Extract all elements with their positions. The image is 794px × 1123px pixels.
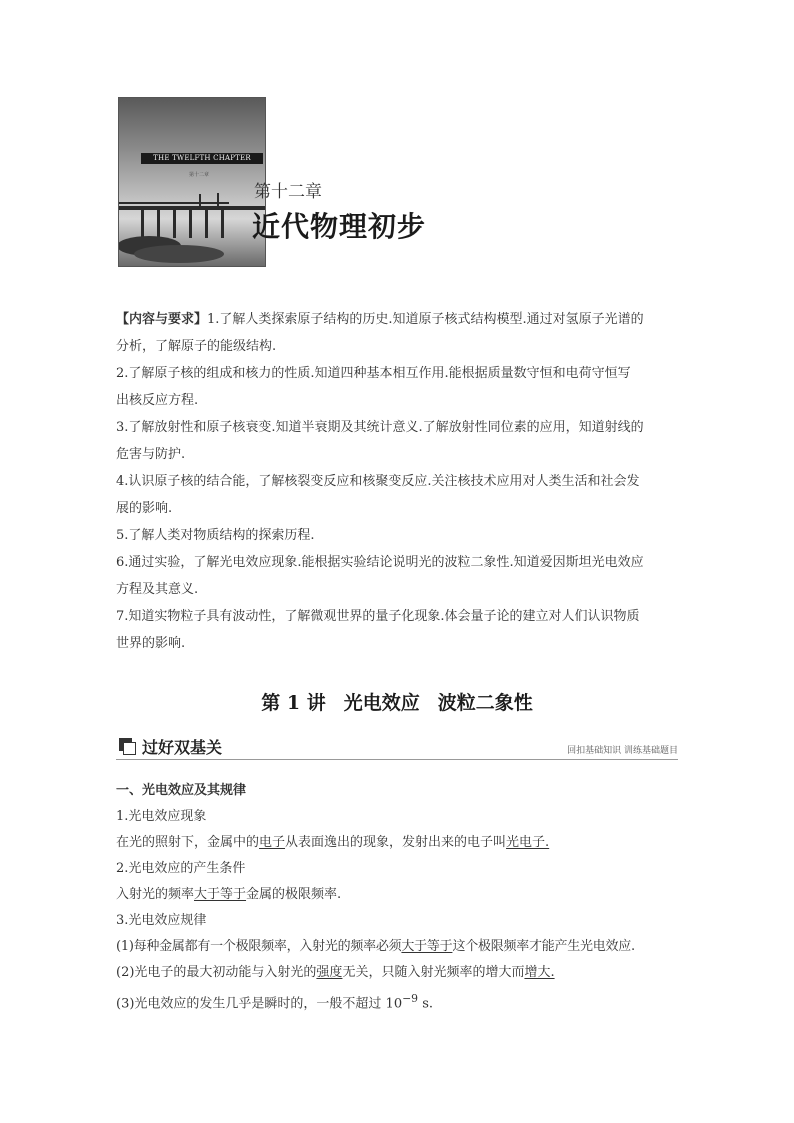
chapter-cover-image bbox=[118, 97, 266, 267]
requirement-line: 分析，了解原子的能级结构. bbox=[116, 339, 277, 354]
paragraph: (1)每种金属都有一个极限频率，入射光的频率必须大于等于这个极限频率才能产生光电效应. bbox=[116, 939, 635, 954]
chapter-number: 第十二章 bbox=[254, 182, 322, 202]
lecture-topic-2: 波粒二象性 bbox=[437, 692, 533, 714]
lecture-number: 第 1 讲 bbox=[261, 692, 326, 714]
blank-answer: 大于等于 bbox=[194, 887, 247, 902]
chapter-title: 近代物理初步 bbox=[252, 210, 427, 243]
blank-answer: 电子 bbox=[259, 835, 286, 850]
section-square-outline-icon bbox=[123, 742, 136, 755]
requirements-block bbox=[116, 306, 681, 657]
subheading: 2.光电效应的产生条件 bbox=[116, 861, 246, 876]
cover-band-text: THE TWELFTH CHAPTER bbox=[153, 154, 251, 162]
cover-small-text: 第十二章 bbox=[189, 172, 210, 178]
paragraph: (2)光电子的最大初动能与入射光的强度无关，只随入射光频率的增大而增大. bbox=[116, 965, 555, 980]
section-subtitle: 回扣基础知识 训练基础题目 bbox=[567, 746, 678, 756]
blank-answer: 光电子. bbox=[506, 835, 550, 850]
requirement-line: 6.通过实验，了解光电效应现象.能根据实验结论说明光的波粒二象性.知道爱因斯坦光电效应 bbox=[116, 555, 644, 570]
subheading: 1.光电效应现象 bbox=[116, 809, 207, 824]
lecture-title bbox=[0, 688, 794, 715]
requirement-line: 方程及其意义. bbox=[116, 582, 199, 597]
exponent: −9 bbox=[402, 992, 419, 1005]
pier-silhouette bbox=[119, 98, 266, 267]
requirement-line: 5.了解人类对物质结构的探索历程. bbox=[116, 528, 315, 543]
requirement-line: 3.了解放射性和原子核衰变.知道半衰期及其统计意义.了解放射性同位素的应用，知道射线的 bbox=[116, 420, 644, 435]
paragraph: (3)光电效应的发生几乎是瞬时的，一般不超过 $10^{-9}$ s. bbox=[116, 992, 433, 1012]
paragraph: 在光的照射下，金属中的电子从表面逸出的现象，发射出来的电子叫光电子. bbox=[116, 835, 550, 850]
requirement-line: 【内容与要求】1.了解人类探索原子结构的历史.知道原子核式结构模型.通过对氢原子光谱的 bbox=[116, 312, 644, 327]
requirements-tag: 【内容与要求】 bbox=[116, 312, 208, 327]
content-block bbox=[116, 778, 686, 1017]
blank-answer: 强度 bbox=[316, 965, 343, 980]
heading: 一、光电效应及其规律 bbox=[116, 783, 247, 798]
requirement-line: 世界的影响. bbox=[116, 636, 186, 651]
subheading: 3.光电效应规律 bbox=[116, 913, 207, 928]
lecture-topic-1: 光电效应 bbox=[343, 692, 420, 714]
requirement-line: 7.知道实物粒子具有波动性，了解微观世界的量子化现象.体会量子论的建立对人们认识物质 bbox=[116, 609, 640, 624]
requirement-line: 2.了解原子核的组成和核力的性质.知道四种基本相互作用.能根据质量数守恒和电荷守恒写 bbox=[116, 366, 631, 381]
requirement-line: 4.认识原子核的结合能，了解核裂变反应和核聚变反应.关注核技术应用对人类生活和社会发 bbox=[116, 474, 640, 489]
section-title: 过好双基关 bbox=[142, 738, 223, 757]
section-header bbox=[116, 735, 678, 760]
paragraph: 入射光的频率大于等于金属的极限频率. bbox=[116, 887, 342, 902]
blank-answer: 增大. bbox=[524, 965, 555, 980]
cover-band bbox=[141, 153, 263, 164]
requirement-line: 出核反应方程. bbox=[116, 393, 199, 408]
blank-answer: 大于等于 bbox=[401, 939, 453, 954]
requirement-line: 展的影响. bbox=[116, 501, 173, 516]
requirement-line: 危害与防护. bbox=[116, 447, 186, 462]
